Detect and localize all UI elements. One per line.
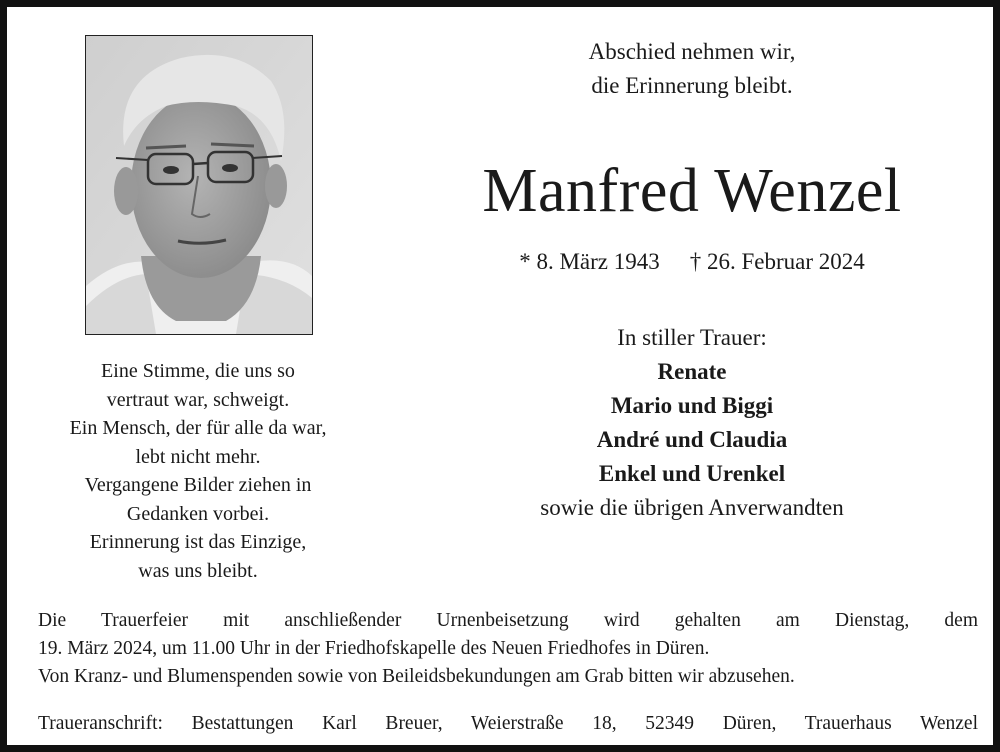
death-date: † 26. Februar 2024 — [689, 249, 865, 274]
poem-line: was uns bleibt. — [138, 559, 258, 582]
mourner-name: Enkel und Urenkel — [598, 461, 786, 486]
life-dates — [462, 247, 922, 277]
motto-line: Abschied nehmen wir, — [588, 39, 796, 64]
ceremony-line: Von Kranz- und Blumenspenden sowie von Beileidsbekundungen am Grab bitten wir abzusehen. — [38, 666, 795, 687]
mourners — [432, 321, 952, 525]
birth-date: * 8. März 1943 — [519, 249, 660, 274]
motto-line: die Erinnerung bleibt. — [591, 73, 793, 98]
motto — [492, 35, 892, 103]
poem-line: vertraut war, schweigt. — [106, 388, 290, 411]
ceremony-line: 19. März 2024, um 11.00 Uhr in der Friedhofskapelle des Neuen Friedhofes in Düren. — [38, 638, 710, 659]
mourning-address: Traueranschrift: Bestattungen Karl Breuer, Weierstraße 18, 52349 Düren, Trauerhaus Wenzel — [38, 713, 978, 734]
deceased-name: Manfred Wenzel — [482, 157, 902, 225]
poem-line: Vergangene Bilder ziehen in — [84, 474, 312, 496]
portrait-photo — [85, 35, 313, 335]
poem-line: Ein Mensch, der für alle da war, — [69, 417, 327, 439]
ceremony-line: Die Trauerfeier mit anschließender Urnenbeisetzung wird gehalten am Dienstag, dem — [38, 610, 978, 631]
mourner-name: Mario und Biggi — [610, 393, 774, 418]
mourner-name: Renate — [657, 359, 727, 384]
poem-line: lebt nicht mehr. — [135, 445, 261, 468]
ceremony-info — [38, 607, 978, 691]
mourner-name: André und Claudia — [596, 427, 788, 452]
poem-line: Erinnerung ist das Einzige, — [89, 531, 307, 553]
poem-line: Gedanken vorbei. — [126, 502, 270, 525]
mourners-intro: In stiller Trauer: — [617, 325, 767, 350]
poem — [27, 357, 369, 585]
poem-line: Eine Stimme, die uns so — [101, 360, 295, 382]
mourners-closing: sowie die übrigen Anverwandten — [540, 495, 844, 520]
